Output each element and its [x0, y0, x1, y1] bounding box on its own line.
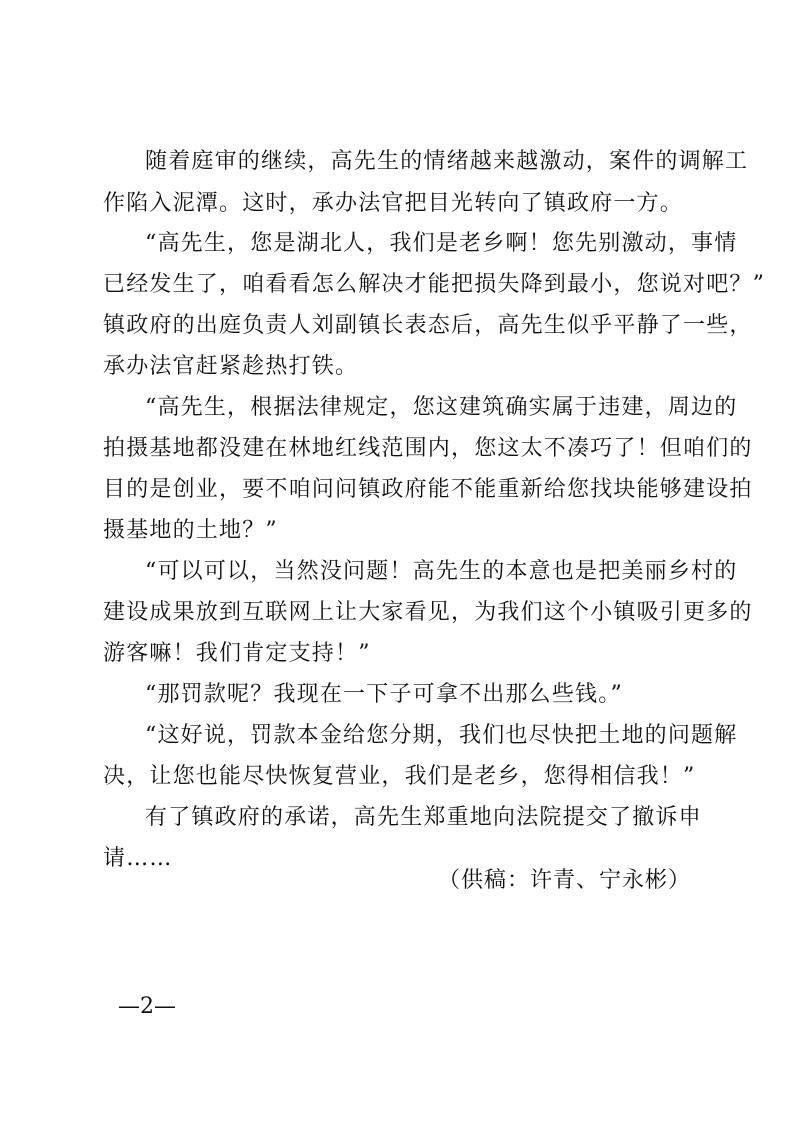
paragraph-line: 作陷入泥潭。这时，承办法官把目光转向了镇政府一方。 [103, 191, 684, 216]
paragraph-line: 建设成果放到互联网上让大家看见，为我们这个小镇吸引更多的 [103, 600, 753, 625]
paragraph-line: 决，让您也能尽快恢复营业，我们是老乡，您得相信我！” [103, 764, 696, 789]
credit-line: （供稿：许青、宁永彬） [437, 868, 691, 893]
paragraph-line: 镇政府的出庭负责人刘副镇长表态后，高先生似乎平静了一些， [103, 313, 753, 338]
paragraph-line: 摄基地的土地？” [103, 518, 278, 543]
paragraph-line: “可以可以，当然没问题！高先生的本意也是把美丽乡村的 [145, 559, 738, 584]
paragraph-line: “高先生，您是湖北人，我们是老乡啊！您先别激动，事情 [145, 231, 738, 256]
paragraph-line: 拍摄基地都没建在林地红线范围内，您这太不凑巧了！但咱们的 [103, 436, 753, 461]
paragraph-line: 已经发生了，咱看看怎么解决才能把损失降到最小，您说对吧？” [103, 272, 766, 297]
paragraph-line: 目的是创业，要不咱问问镇政府能不能重新给您找块能够建设拍 [103, 477, 753, 502]
paragraph-line: 承办法官赶紧趁热打铁。 [103, 354, 359, 379]
paragraph-line: 随着庭审的继续，高先生的情绪越来越激动，案件的调解工 [145, 149, 749, 174]
paragraph-line: “高先生，根据法律规定，您这建筑确实属于违建，周边的 [145, 395, 738, 420]
paragraph-line: “这好说，罚款本金给您分期，我们也尽快把土地的问题解 [145, 723, 738, 748]
paragraph-line: 游客嘛！我们肯定支持！” [103, 641, 371, 666]
paragraph-line: “那罚款呢？我现在一下子可拿不出那么些钱。” [145, 682, 623, 707]
paragraph-line: 有了镇政府的承诺，高先生郑重地向法院提交了撤诉申 [145, 805, 702, 830]
page-number: —2— [118, 994, 176, 1019]
paragraph-line: 请…… [103, 846, 173, 871]
